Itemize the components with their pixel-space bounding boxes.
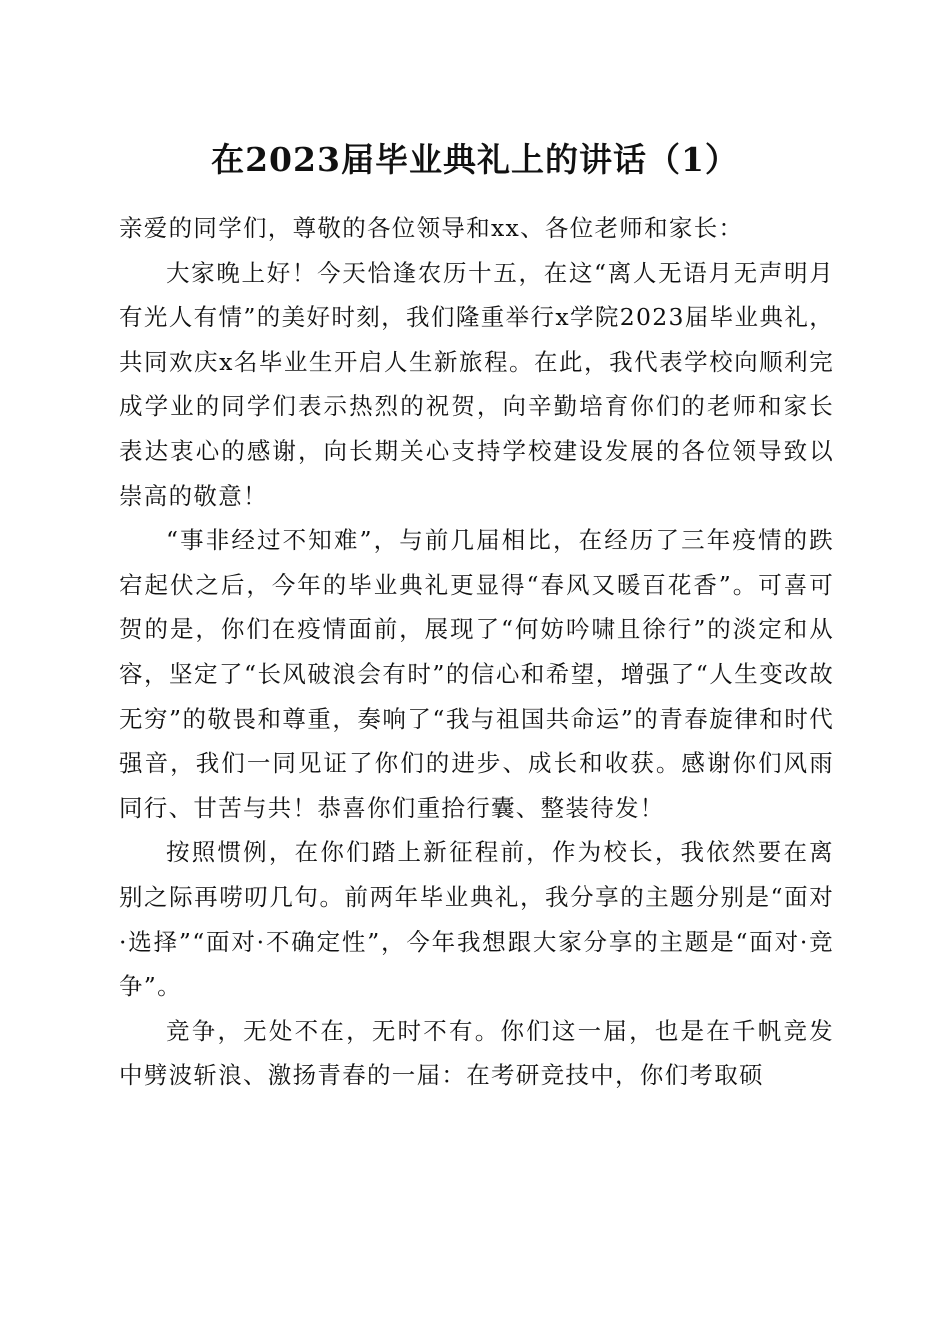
document-body [119, 206, 834, 1098]
paragraph-3: 按照惯例，在你们踏上新征程前，作为校长，我依然要在离别之际再唠叨几句。前两年毕业典礼，我分享的主题分别是“面对·选择”“面对·不确定性”，今年我想跟大家分享的主题是“面对·竞争”。 [119, 838, 834, 1001]
document-title: 在2023届毕业典礼上的讲话（1） [211, 140, 739, 179]
paragraph-1: 大家晚上好！今天恰逢农历十五，在这“离人无语月无声明月有光人有情”的美好时刻，我们隆重举行x学院2023届毕业典礼，共同欢庆x名毕业生开启人生新旅程。在此，我代表学校向顺利完成学业的同学们表示热烈的祝贺，向辛勤培育你们的老师和家长表达衷心的感谢，向长期关心支持学校建设发展的各位领导致以崇高的敬意！ [119, 258, 834, 510]
paragraph-4: 竞争，无处不在，无时不有。你们这一届，也是在千帆竞发中劈波斩浪、激扬青春的一届：在考研竞技中，你们考取硕 [119, 1016, 834, 1090]
paragraph-2: “事非经过不知难”，与前几届相比，在经历了三年疫情的跌宕起伏之后，今年的毕业典礼更显得“春风又暖百花香”。可喜可贺的是，你们在疫情面前，展现了“何妨吟啸且徐行”的淡定和从容，坚定了“长风破浪会有时”的信心和希望，增强了“人生变改故无穷”的敬畏和尊重，奏响了“我与祖国共命运”的青春旋律和时代强音，我们一同见证了你们的进步、成长和收获。感谢你们风雨同行、甘苦与共！恭喜你们重拾行囊、整装待发！ [119, 526, 834, 822]
salutation: 亲爱的同学们，尊敬的各位领导和xx、各位老师和家长： [119, 214, 744, 242]
